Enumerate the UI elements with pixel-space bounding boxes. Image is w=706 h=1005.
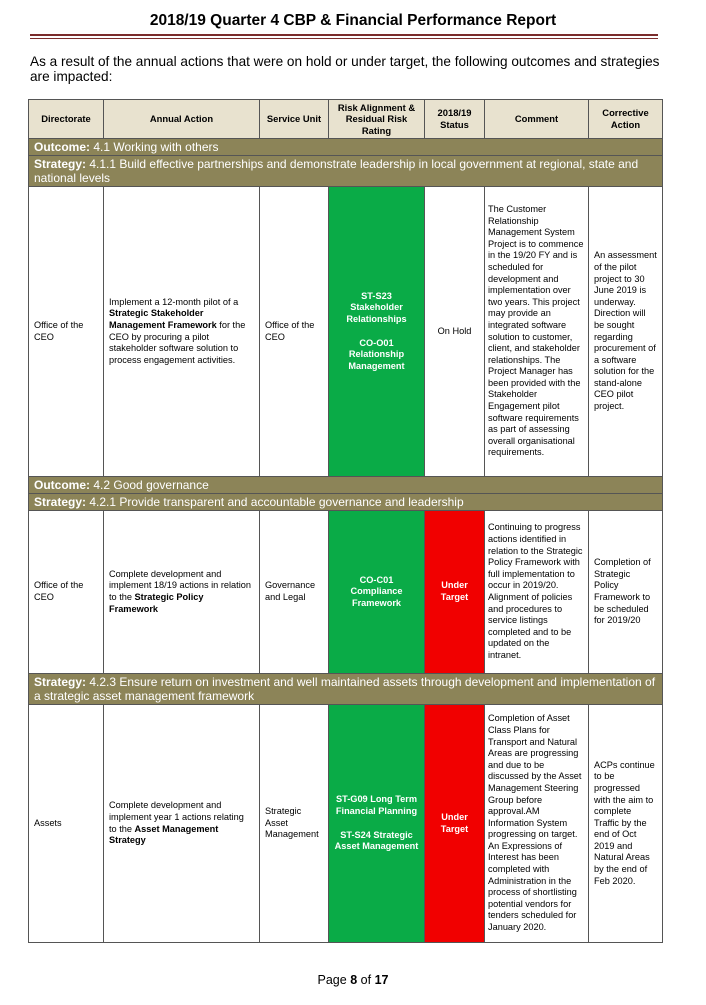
col-risk-alignment: Risk Alignment & Residual Risk Rating bbox=[329, 100, 425, 139]
outcome-row: Outcome: 4.1 Working with others bbox=[29, 139, 663, 156]
annual-action-cell: Complete development and implement year 1 actions relating to the Asset Management Strategy bbox=[104, 705, 260, 943]
directorate-cell: Office of the CEO bbox=[29, 187, 104, 477]
title-rule-thin bbox=[30, 38, 658, 39]
title-rule bbox=[30, 34, 658, 36]
status-cell: Under Target bbox=[425, 705, 485, 943]
comment-cell: The Customer Relationship Management System Project is to commence in the 19/20 FY and is scheduled for development and implementation over two years. This project may provide an integrated software solution to customer, client, and stakeholder relationships. The Project Manager has been provided with the Stakeholder Engagement pilot software requirements as part of assessing overall organisational requirements. bbox=[485, 187, 589, 477]
page-total: 17 bbox=[374, 973, 389, 987]
col-annual-action: Annual Action bbox=[104, 100, 260, 139]
col-service-unit: Service Unit bbox=[260, 100, 329, 139]
corrective-action-cell: Completion of Strategic Policy Framework to be scheduled for 2019/20 bbox=[589, 511, 663, 674]
service-unit-cell: Office of the CEO bbox=[260, 187, 329, 477]
annual-action-cell: Implement a 12-month pilot of a Strategic Stakeholder Management Framework for the CEO by procuring a pilot stakeholder software solution to process engagement activities. bbox=[104, 187, 260, 477]
col-comment: Comment bbox=[485, 100, 589, 139]
performance-table bbox=[28, 99, 663, 943]
corrective-action-cell: An assessment of the pilot project to 30 June 2019 is underway. Direction will be sought regarding procurement of a software solution for the stand-alone CEO pilot project. bbox=[589, 187, 663, 477]
comment-cell: Completion of Asset Class Plans for Transport and Natural Areas are progressing and due to be discussed by the Asset Management Steering Group before approval.AM Information System progressing on target. An Expressions of Interest has been completed with Administration in the process of shortlisting potential vendors for tenders scheduled for January 2020. bbox=[485, 705, 589, 943]
table-row bbox=[29, 511, 663, 674]
col-directorate: Directorate bbox=[29, 100, 104, 139]
page-title: 2018/19 Quarter 4 CBP & Financial Performance Report bbox=[149, 12, 557, 29]
strategy-row: Strategy: 4.2.1 Provide transparent and accountable governance and leadership bbox=[29, 494, 663, 511]
col-status: 2018/19 Status bbox=[425, 100, 485, 139]
table-row bbox=[29, 187, 663, 477]
col-corrective-action: Corrective Action bbox=[589, 100, 663, 139]
page-number: 8 bbox=[350, 973, 358, 987]
risk-cell: ST-S23 Stakeholder Relationships CO-O01 Relationship Management bbox=[329, 187, 425, 477]
annual-action-cell: Complete development and implement 18/19 actions in relation to the Strategic Policy Framework bbox=[104, 511, 260, 674]
directorate-cell: Assets bbox=[29, 705, 104, 943]
service-unit-cell: Strategic Asset Management bbox=[260, 705, 329, 943]
outcome-row: Outcome: 4.2 Good governance bbox=[29, 477, 663, 494]
intro-paragraph: As a result of the annual actions that were on hold or under target, the following outcomes and strategies are impacted: bbox=[30, 54, 660, 84]
risk-cell: CO-C01 Compliance Framework bbox=[329, 511, 425, 674]
status-cell: On Hold bbox=[425, 187, 485, 477]
directorate-cell: Office of the CEO bbox=[29, 511, 104, 674]
table-header-row bbox=[29, 100, 663, 139]
strategy-row: Strategy: 4.1.1 Build effective partnerships and demonstrate leadership in local government at regional, state and national levels bbox=[29, 156, 663, 187]
risk-cell: ST-G09 Long Term Financial Planning ST-S24 Strategic Asset Management bbox=[329, 705, 425, 943]
table-row bbox=[29, 705, 663, 943]
comment-cell: Continuing to progress actions identified in relation to the Strategic Policy Framework with full implementation to occur in 2019/20. Alignment of policies and procedures to service listings completed and to be updated on the intranet. bbox=[485, 511, 589, 674]
page-footer: Page 8 of 17 bbox=[317, 973, 389, 987]
status-cell: Under Target bbox=[425, 511, 485, 674]
service-unit-cell: Governance and Legal bbox=[260, 511, 329, 674]
strategy-row: Strategy: 4.2.3 Ensure return on investment and well maintained assets through development and implementation of a strategic asset management framework bbox=[29, 674, 663, 705]
corrective-action-cell: ACPs continue to be progressed with the aim to complete Traffic by the end of Oct 2019 and Natural Areas by the end of Feb 2020. bbox=[589, 705, 663, 943]
